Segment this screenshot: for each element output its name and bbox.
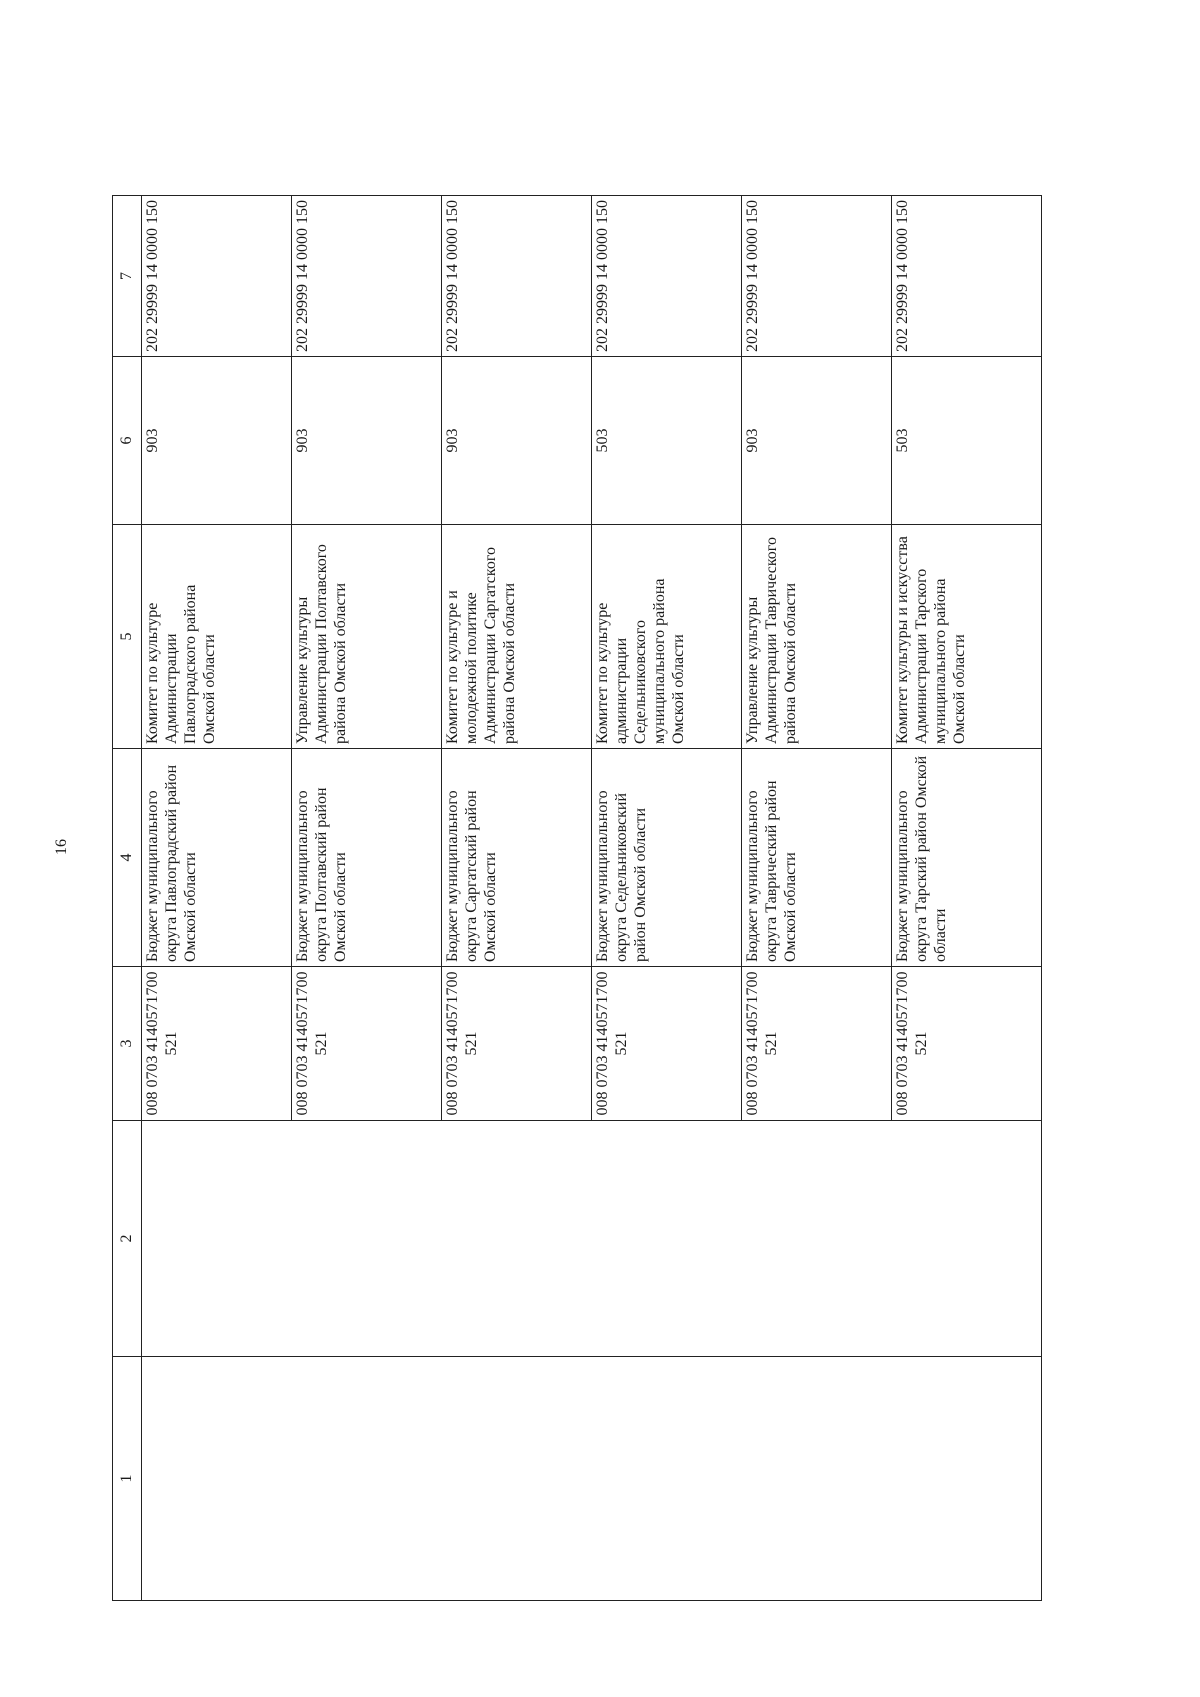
cell-administrator: Комитет по культуре Администрации Павлоградского района Омской области: [142, 525, 292, 749]
cell-col-2-merged: [142, 1121, 1042, 1357]
cell-admin-code: 903: [442, 357, 592, 525]
rotated-table-container: [112, 196, 1030, 1601]
header-col-4: 4: [113, 749, 142, 967]
cell-code: 008 0703 4140571700 521: [892, 967, 1042, 1121]
cell-administrator: Управление культуры Администрации Полтавского района Омской области: [292, 525, 442, 749]
budget-table: [112, 195, 1042, 1601]
table-header-row: [113, 196, 142, 1601]
cell-col-1-merged: [142, 1357, 1042, 1601]
cell-code: 008 0703 4140571700 521: [142, 967, 292, 1121]
cell-revenue-code: 202 29999 14 0000 150: [742, 196, 892, 357]
cell-budget: Бюджет муниципального округа Седельниковский район Омской области: [592, 749, 742, 967]
header-col-1: 1: [113, 1357, 142, 1601]
cell-admin-code: 903: [142, 357, 292, 525]
cell-budget: Бюджет муниципального округа Полтавский район Омской области: [292, 749, 442, 967]
cell-budget: Бюджет муниципального округа Саргатский район Омской области: [442, 749, 592, 967]
cell-revenue-code: 202 29999 14 0000 150: [892, 196, 1042, 357]
cell-code: 008 0703 4140571700 521: [592, 967, 742, 1121]
header-col-7: 7: [113, 196, 142, 357]
header-col-6: 6: [113, 357, 142, 525]
table-row: [142, 196, 292, 1601]
header-col-3: 3: [113, 967, 142, 1121]
page-number: 16: [53, 839, 70, 855]
cell-admin-code: 503: [892, 357, 1042, 525]
cell-revenue-code: 202 29999 14 0000 150: [142, 196, 292, 357]
header-col-5: 5: [113, 525, 142, 749]
cell-administrator: Комитет по культуре администрации Седельниковского муниципального района Омской области: [592, 525, 742, 749]
cell-revenue-code: 202 29999 14 0000 150: [442, 196, 592, 357]
cell-administrator: Комитет культуры и искусства Администрации Тарского муниципального района Омской области: [892, 525, 1042, 749]
cell-admin-code: 903: [292, 357, 442, 525]
cell-code: 008 0703 4140571700 521: [442, 967, 592, 1121]
cell-budget: Бюджет муниципального округа Таврический район Омской области: [742, 749, 892, 967]
cell-administrator: Комитет по культуре и молодежной политике Администрации Саргатского района Омской области: [442, 525, 592, 749]
cell-code: 008 0703 4140571700 521: [742, 967, 892, 1121]
cell-budget: Бюджет муниципального округа Павлоградский район Омской области: [142, 749, 292, 967]
cell-code: 008 0703 4140571700 521: [292, 967, 442, 1121]
cell-revenue-code: 202 29999 14 0000 150: [592, 196, 742, 357]
cell-administrator: Управление культуры Администрации Таврического района Омской области: [742, 525, 892, 749]
cell-admin-code: 903: [742, 357, 892, 525]
cell-budget: Бюджет муниципального округа Тарский район Омской области: [892, 749, 1042, 967]
cell-admin-code: 503: [592, 357, 742, 525]
cell-revenue-code: 202 29999 14 0000 150: [292, 196, 442, 357]
header-col-2: 2: [113, 1121, 142, 1357]
